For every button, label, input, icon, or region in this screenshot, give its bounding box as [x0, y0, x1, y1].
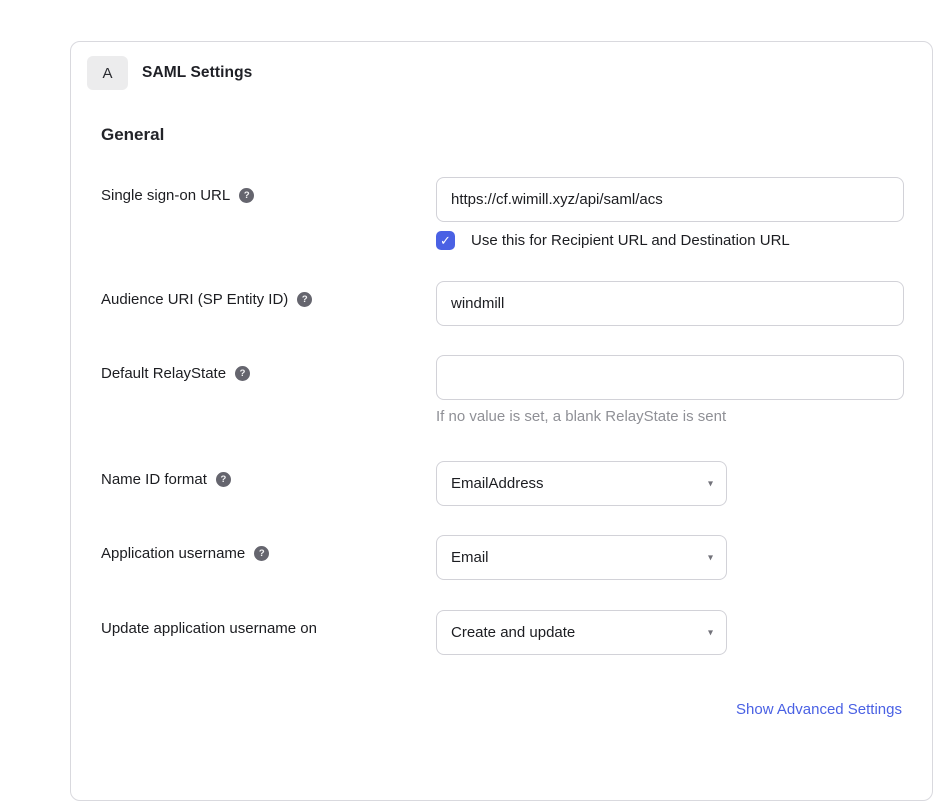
row-name-id-format [101, 461, 902, 506]
show-advanced-settings-link[interactable]: Show Advanced Settings [736, 701, 902, 718]
name-id-format-controls [436, 461, 902, 506]
sso-checkbox-label: Use this for Recipient URL and Destination URL [471, 232, 790, 249]
relaystate-label: Default RelayState [101, 365, 227, 382]
field-label-row [101, 610, 436, 637]
row-audience-uri [101, 281, 902, 326]
app-username-value: Email [451, 549, 489, 566]
app-username-controls [436, 535, 902, 580]
row-application-username [101, 535, 902, 580]
field-label-row [101, 355, 436, 382]
name-id-format-select[interactable] [436, 461, 727, 506]
row-default-relaystate [101, 355, 902, 425]
help-icon[interactable]: ? [216, 472, 231, 487]
field-label-row [101, 461, 436, 488]
chevron-down-icon: ▾ [707, 627, 713, 638]
update-app-username-label: Update application username on [101, 620, 317, 637]
help-icon[interactable]: ? [297, 292, 312, 307]
field-label-row [101, 535, 436, 562]
card-header [87, 42, 932, 90]
update-app-username-value: Create and update [451, 624, 576, 641]
sso-url-label: Single sign-on URL [101, 187, 231, 204]
update-app-username-controls [436, 610, 902, 655]
update-app-username-select[interactable] [436, 610, 727, 655]
app-username-label: Application username [101, 545, 246, 562]
app-username-select[interactable] [436, 535, 727, 580]
help-icon[interactable]: ? [254, 546, 269, 561]
chevron-down-icon: ▾ [707, 552, 713, 563]
sso-checkbox-row [436, 231, 904, 250]
card-title: SAML Settings [142, 64, 253, 81]
field-label-row [101, 177, 436, 204]
name-id-format-label: Name ID format [101, 471, 207, 488]
saml-settings-card [70, 41, 933, 801]
field-label-row [101, 281, 436, 308]
sso-url-input[interactable] [436, 177, 904, 222]
help-icon[interactable]: ? [239, 188, 254, 203]
section-title-general: General [101, 125, 165, 144]
sso-url-controls [436, 177, 904, 250]
audience-uri-input[interactable] [436, 281, 904, 326]
advanced-settings-row [101, 701, 902, 719]
checkbox-checked-icon[interactable]: ✓ [436, 231, 455, 250]
row-single-sign-on-url [101, 177, 902, 250]
name-id-format-value: EmailAddress [451, 475, 544, 492]
chevron-down-icon: ▾ [707, 478, 713, 489]
relaystate-controls [436, 355, 904, 425]
audience-uri-label: Audience URI (SP Entity ID) [101, 291, 289, 308]
help-icon[interactable]: ? [235, 366, 250, 381]
relaystate-input[interactable] [436, 355, 904, 400]
step-badge: A [87, 56, 128, 90]
row-update-app-username [101, 610, 902, 655]
audience-uri-controls [436, 281, 904, 326]
relaystate-hint: If no value is set, a blank RelayState is sent [436, 408, 727, 425]
